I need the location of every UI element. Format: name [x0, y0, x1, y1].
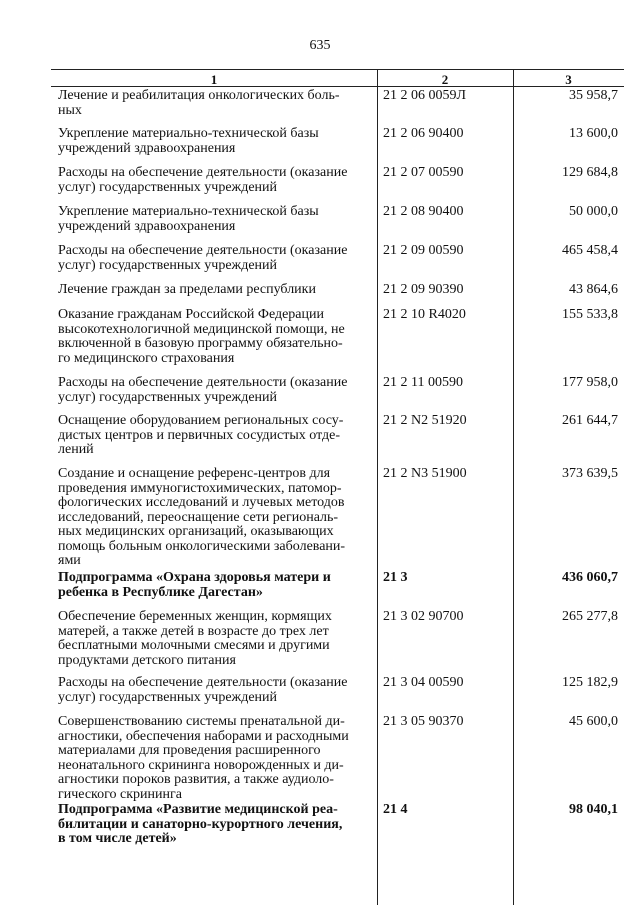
row-code: 21 3 [383, 570, 408, 585]
page-number: 635 [309, 38, 331, 53]
row-amount: 13 600,0 [569, 126, 618, 141]
row-amount: 35 958,7 [569, 88, 618, 103]
row-code: 21 2 09 00590 [383, 243, 464, 258]
row-amount: 177 958,0 [562, 375, 618, 390]
row-name: Расходы на обеспечение деятельности (оказание услуг) государственных учреждений [58, 675, 348, 705]
row-amount: 261 644,7 [562, 413, 618, 428]
row-amount: 465 458,4 [562, 243, 618, 258]
row-amount: 129 684,8 [562, 165, 618, 180]
column-header-2: 2 [441, 72, 449, 87]
row-name: Оснащение оборудованием региональных сосу- дистых центров и первичных сосудистых отде- лений [58, 413, 344, 457]
row-name: Подпрограмма «Развитие медицинской реа- билитации и санаторно-курортного лечения, в том числе детей» [58, 802, 343, 846]
column-header-3: 3 [565, 72, 572, 87]
row-name: Совершенствованию системы пренатальной ди- агностики, обеспечения наборами и расходными материалами для проведения расширенного неонатального скрининга новорожденных и ди- агностики пороков развития, а также аудиоло- гического скрининга [58, 714, 349, 802]
row-name: Расходы на обеспечение деятельности (оказание услуг) государственных учреждений [58, 243, 348, 273]
row-name: Укрепление материально-технической базы учреждений здравоохранения [58, 126, 319, 156]
row-amount: 43 864,6 [569, 282, 618, 297]
row-amount: 155 533,8 [562, 307, 618, 322]
column-divider-1 [377, 69, 378, 905]
row-code: 21 2 10 R4020 [383, 307, 466, 322]
row-amount: 373 639,5 [562, 466, 618, 481]
row-code: 21 2 N2 51920 [383, 413, 467, 428]
row-code: 21 3 04 00590 [383, 675, 464, 690]
row-name: Обеспечение беременных женщин, кормящих матерей, а также детей в возрасте до трех лет бесплатными молочными смесями и другими продуктами детского питания [58, 609, 332, 668]
row-amount: 98 040,1 [569, 802, 618, 817]
row-name: Лечение граждан за пределами республики [58, 282, 316, 297]
row-code: 21 2 08 90400 [383, 204, 464, 219]
row-code: 21 2 N3 51900 [383, 466, 467, 481]
row-amount: 50 000,0 [569, 204, 618, 219]
row-name: Укрепление материально-технической базы учреждений здравоохранения [58, 204, 319, 234]
row-amount: 436 060,7 [562, 570, 618, 585]
row-code: 21 3 02 90700 [383, 609, 464, 624]
budget-table [51, 69, 624, 905]
column-divider-2 [513, 69, 514, 905]
row-amount: 265 277,8 [562, 609, 618, 624]
row-code: 21 4 [383, 802, 408, 817]
row-name: Расходы на обеспечение деятельности (оказание услуг) государственных учреждений [58, 375, 348, 405]
row-name: Создание и оснащение референс-центров для проведения иммуногистохимических, патомор- фологических исследований и лучевых методов исследований, переоснащение сети региональ- ных медицинских организаций, оказывающих помощь больным онкологическими заболевани- ями [58, 466, 346, 568]
row-name: Расходы на обеспечение деятельности (оказание услуг) государственных учреждений [58, 165, 348, 195]
row-code: 21 2 06 90400 [383, 126, 464, 141]
row-name: Подпрограмма «Охрана здоровья матери и ребенка в Республике Дагестан» [58, 570, 331, 600]
row-code: 21 2 09 90390 [383, 282, 464, 297]
row-name: Лечение и реабилитация онкологических боль- ных [58, 88, 340, 118]
row-code: 21 3 05 90370 [383, 714, 464, 729]
column-header-1: 1 [210, 72, 218, 87]
row-amount: 45 600,0 [569, 714, 618, 729]
table-top-rule [51, 69, 624, 70]
row-amount: 125 182,9 [562, 675, 618, 690]
row-name: Оказание гражданам Российской Федерации высокотехнологичной медицинской помощи, не включенной в базовую программу обязательно- го медицинского страхования [58, 307, 345, 366]
row-code: 21 2 06 0059Л [383, 88, 466, 103]
row-code: 21 2 11 00590 [383, 375, 463, 390]
row-code: 21 2 07 00590 [383, 165, 464, 180]
